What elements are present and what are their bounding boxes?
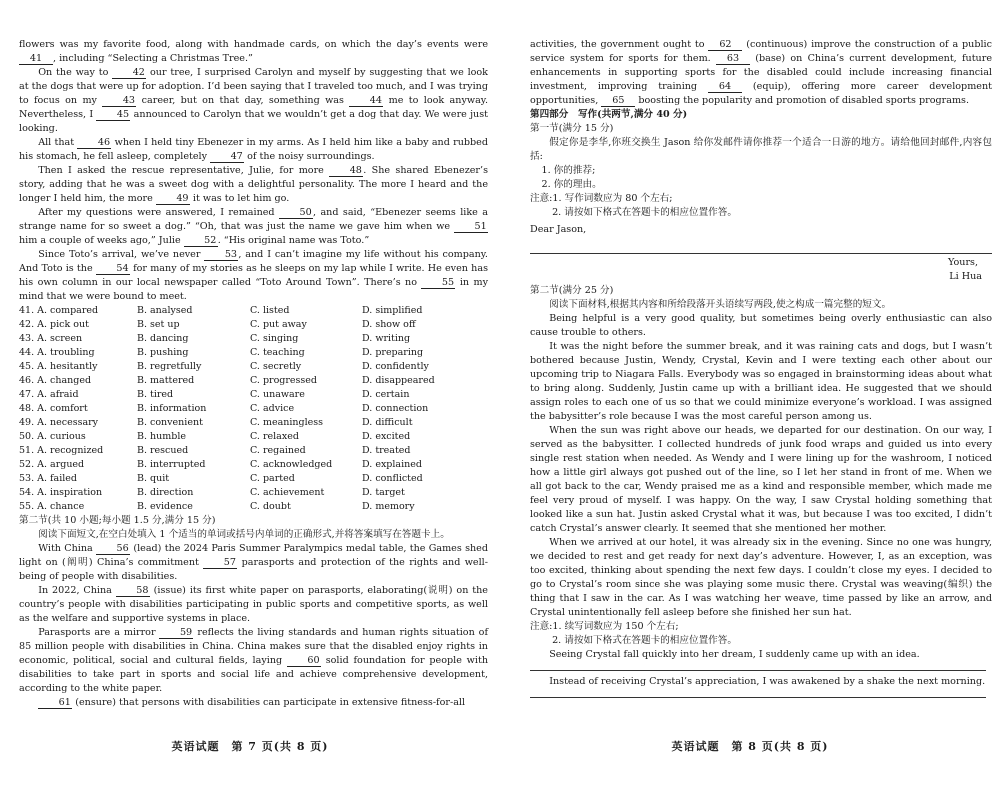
blank-number: 45	[96, 109, 130, 121]
option-cell: 50. A. curious	[19, 431, 86, 442]
option-cell: D. show off	[362, 319, 416, 330]
option-cell: 42. A. pick out	[19, 319, 89, 330]
passage-text: (ensure) that persons with disabilities can participate in extensive fitness-for-all	[72, 697, 466, 708]
s1-item: 2. 你的理由。	[541, 179, 602, 190]
option-cell: D. difficult	[362, 417, 413, 428]
s1-note: 注意:1. 写作词数应为 80 个左右;	[530, 193, 673, 204]
blank-number: 61	[38, 697, 72, 709]
passage-text: solid foundation for people with disabilities to take part in sports and social life and achieve comprehensive development, according to the white paper.	[19, 655, 488, 694]
option-cell: C. advice	[250, 403, 295, 414]
continuation-1: Seeing Crystal fall quickly into her dream, I suddenly came up with an idea.	[549, 649, 920, 660]
passage-text: for many of my stories as he sleeps on my lap while I write. He even has his own column in our local newspaper called “Toto Around Town”. There’s no	[19, 263, 488, 288]
option-cell: D. excited	[362, 431, 411, 442]
passage-paragraph	[19, 626, 488, 696]
passage-paragraph	[530, 38, 992, 108]
story-paragraph: When we arrived at our hotel, it was already six in the evening. Since no one was hungry, we decided to rest and get ready for next day’s adventure. However, I, as an exception, was too excited, thinking about spending the next few days. I couldn’t close my eyes. I decided to go to Crystal’s room since she was playing some music there. Crystal was weaving(编织) the thing that I saw in the car. As I was watching her weave, time passed by like an arrow, and Crystal unintentionally fell asleep before she finished her sun hat.	[530, 537, 992, 618]
passage-text: , including “Selecting a Christmas Tree.”	[53, 53, 253, 64]
option-cell: D. simplified	[362, 305, 423, 316]
s2-title: 第二节(满分 25 分)	[530, 285, 614, 296]
blank-number: 65	[601, 95, 635, 107]
passage-text: career, but on that day, something was	[136, 95, 350, 106]
option-cell: B. tired	[137, 389, 174, 400]
grammar-passage-continued	[530, 38, 992, 108]
passage-paragraph	[19, 136, 488, 164]
option-row	[19, 318, 488, 332]
passage-text: parasports and protection of the rights and well-being of people with disabilities.	[19, 557, 488, 582]
passage-text: Then I asked the rescue representative, Julie, for more	[38, 165, 330, 176]
option-cell: B. information	[137, 403, 207, 414]
option-cell: C. parted	[250, 473, 295, 484]
s2-note: 注意:1. 续写词数应为 150 个左右;	[530, 621, 679, 632]
blank-number: 43	[102, 95, 136, 107]
blank-number: 57	[203, 557, 237, 569]
answer-line	[530, 689, 986, 698]
greeting: Dear Jason,	[530, 224, 587, 235]
option-cell: B. convenient	[137, 417, 203, 428]
option-cell: D. certain	[362, 389, 410, 400]
passage-text: announced to Carolyn that we wouldn’t get a dog that day. We were just looking.	[19, 109, 489, 134]
passage-text: activities, the government ought to	[530, 39, 709, 50]
passage-text: All that	[38, 137, 78, 148]
passage-paragraph	[19, 584, 488, 626]
passage-text: . She shared Ebenezer’s story, adding that he was a sweet dog with a delightful personality. The more I heard and the longer I held him, the more	[19, 165, 488, 204]
option-row	[19, 402, 488, 416]
passage-text: in my mind that we were bound to meet.	[19, 277, 488, 302]
signature: Li Hua	[949, 271, 982, 282]
option-cell: B. regretfully	[137, 361, 202, 372]
option-cell: 48. A. comfort	[19, 403, 88, 414]
passage-text: In 2022, China	[38, 585, 116, 596]
blank-number: 53	[204, 249, 238, 261]
option-cell: C. meaningless	[250, 417, 324, 428]
passage-text: when I held tiny Ebenezer in my arms. As I held him like a baby and rubbed his stomach, he fell asleep, completely	[19, 137, 488, 162]
option-cell: B. analysed	[137, 305, 193, 316]
passage-text: him a couple of weeks ago,” Julie	[19, 235, 184, 246]
option-cell: D. treated	[362, 445, 411, 456]
passage-text: (lead) the 2024 Paris Summer Paralympics medal table, the Games shed light on (阐明) China’s commitment	[19, 543, 488, 568]
option-cell: 44. A. troubling	[19, 347, 95, 358]
option-cell: 41. A. compared	[19, 305, 99, 316]
option-cell: C. achievement	[250, 487, 325, 498]
option-cell: 54. A. inspiration	[19, 487, 103, 498]
option-cell: 46. A. changed	[19, 375, 92, 386]
answer-line	[530, 662, 986, 671]
option-cell: B. pushing	[137, 347, 189, 358]
s1-item: 1. 你的推荐;	[541, 165, 596, 176]
passage-text: (continuous) improve the construction of a public service system for sports for them.	[530, 39, 992, 64]
s2-instructions: 阅读下面材料,根据其内容和所给段落开头语续写两段,使之构成一篇完整的短文。	[549, 299, 892, 310]
option-row	[19, 360, 488, 374]
option-cell: B. direction	[137, 487, 194, 498]
option-cell: C. unaware	[250, 389, 305, 400]
blank-number: 47	[210, 151, 244, 163]
passage-text: it was to let him go.	[189, 193, 290, 204]
blank-number: 56	[96, 543, 130, 555]
blank-number: 51	[454, 221, 488, 233]
page-footer-left: 英语试题 第 7 页(共 8 页)	[171, 740, 329, 753]
option-row	[19, 472, 488, 486]
blank-number: 58	[116, 585, 150, 597]
passage-text: (equip), offering more career development opportunities,	[530, 81, 993, 106]
blank-number: 59	[159, 627, 193, 639]
passage-text: boosting the popularity and promotion of disabled sports programs.	[635, 95, 970, 106]
option-row	[19, 430, 488, 444]
passage-text: With China	[38, 543, 97, 554]
cloze-options-table	[19, 304, 488, 514]
story-paragraph: It was the night before the summer break, and it was raining cats and dogs, but I wasn’t bothered because Justin, Wendy, Crystal, Kevin and I were texting each other about our upcoming trip to Niagara Falls. Everybody was so engaged in brainstorming ideas about what to bring along. Suddenly, Justin came up with a brilliant idea. He suggested that we should assign roles to each one of us so that we could minimize everyone’s workload. I was assigned the babysitter’s role because I was the most careful person among us.	[530, 341, 992, 422]
grammar-passage	[19, 542, 488, 710]
passage-paragraph	[19, 164, 488, 206]
blank-number: 64	[708, 81, 742, 93]
option-cell: D. disappeared	[362, 375, 435, 386]
option-row	[19, 346, 488, 360]
option-cell: C. singing	[250, 333, 299, 344]
blank-number: 42	[112, 67, 146, 79]
option-row	[19, 500, 488, 514]
passage-paragraph	[19, 66, 488, 136]
option-row	[19, 486, 488, 500]
option-cell: C. teaching	[250, 347, 305, 358]
story-paragraph: When the sun was right above our heads, we departed for our destination. On our way, I served as the babysitter. I collected hundreds of junk food wraps and guided us into every single rest station when needed. As Wendy and I were lining up for the washroom, I noticed how a little girl always got pushed out of the line, so I let her stand in front of me. When we all got back to the car, Wendy praised me as a kind and responsible member, which made me feel very proud of myself. I was happy. On the way, I saw Crystal holding something that looked like a sun hat. Justin asked Crystal what it was, but because I was too excited, I didn’t catch Crystal’s answer clearly. It seemed that she mentioned her mother.	[530, 425, 992, 534]
passage-text: of the noisy surroundings.	[244, 151, 375, 162]
closing: Yours,	[947, 257, 978, 268]
continuation-2: Instead of receiving Crystal’s appreciation, I was awakened by a shake the next morning.	[549, 676, 986, 687]
section2-instructions: 阅读下面短文,在空白处填入 1 个适当的单词或括号内单词的正确形式,并将答案填写在答题卡上。	[38, 529, 450, 540]
blank-number: 44	[349, 95, 383, 107]
option-cell: 51. A. recognized	[19, 445, 104, 456]
passage-text: , and I can’t imagine my life without his company. And Toto is the	[19, 249, 488, 274]
option-row	[19, 388, 488, 402]
option-cell: B. mattered	[137, 375, 195, 386]
blank-number: 63	[716, 53, 750, 65]
option-cell: 55. A. chance	[19, 501, 85, 512]
passage-text: , and said, “Ebenezer seems like a strange name for so sweet a dog.” “Oh, that was just the name we gave him when we	[19, 207, 488, 232]
option-cell: C. listed	[250, 305, 290, 316]
passage-text: flowers was my favorite food, along with handmade cards, on which the day’s events were	[19, 39, 488, 50]
page-8	[500, 0, 1000, 800]
blank-number: 46	[77, 137, 111, 149]
option-row	[19, 416, 488, 430]
passage-text: (issue) its first white paper on parasports, elaborating(说明) on the country’s people with disabilities participating in public sports and competitive sports, as well as the welfare and supportive systems in place.	[19, 585, 488, 624]
blank-number: 50	[279, 207, 313, 219]
s1-note: 2. 请按如下格式在答题卡的相应位置作答。	[552, 207, 737, 218]
passage-text: reflects the living standards and human rights situation of 85 million people with disabilities in China. China makes sure that the disabled enjoy rights in economic, political, social and cultural fields, laying	[19, 627, 488, 666]
s1-prompt: 假定你是李华,你班交换生 Jason 给你发邮件请你推荐一个适合一日游的地方。请给他回封邮件,内容包括:	[530, 137, 992, 162]
passage-text: After my questions were answered, I remained	[38, 207, 279, 218]
option-cell: D. preparing	[362, 347, 424, 358]
option-cell: B. humble	[137, 431, 187, 442]
option-cell: B. quit	[137, 473, 170, 484]
story-paragraph: Being helpful is a very good quality, but sometimes being overly enthusiastic can also cause trouble to others.	[530, 313, 992, 338]
part4-title: 第四部分 写作(共两节,满分 40 分)	[530, 109, 688, 120]
passage-text: our tree, I surprised Carolyn and myself by suggesting that we look at the dogs that were up for adoption. I’d been saying that I traveled too much, and I was trying to focus on my	[19, 67, 489, 106]
option-cell: 47. A. afraid	[19, 389, 79, 400]
option-cell: C. regained	[250, 445, 306, 456]
option-cell: C. put away	[250, 319, 307, 330]
blank-number: 54	[96, 263, 130, 275]
passage-text: Parasports are a mirror	[38, 627, 160, 638]
passage-text: me to look anyway. Nevertheless, I	[19, 95, 489, 120]
blank-number: 48	[329, 165, 363, 177]
option-cell: D. target	[362, 487, 405, 498]
option-row	[19, 332, 488, 346]
s2-note: 2. 请按如下格式在答题卡的相应位置作答。	[552, 635, 737, 646]
option-cell: D. writing	[362, 333, 411, 344]
option-cell: B. dancing	[137, 333, 189, 344]
option-cell: B. interrupted	[137, 459, 206, 470]
passage-paragraph	[19, 542, 488, 584]
option-cell: D. explained	[362, 459, 422, 470]
option-row	[19, 444, 488, 458]
passage-paragraph	[19, 696, 488, 710]
option-cell: D. memory	[362, 501, 415, 512]
passage-paragraph	[19, 38, 488, 66]
blank-number: 52	[184, 235, 218, 247]
blank-number: 49	[156, 193, 190, 205]
passage-text: (base) on China’s current development, future enhancements in supporting sports for the disabled could include increasing financial investment, improving training	[530, 53, 992, 92]
option-cell: D. confidently	[362, 361, 429, 372]
option-cell: C. relaxed	[250, 431, 299, 442]
option-cell: 49. A. necessary	[19, 417, 99, 428]
option-cell: D. conflicted	[362, 473, 423, 484]
blank-number: 62	[708, 39, 742, 51]
option-cell: 45. A. hesitantly	[19, 361, 98, 372]
blank-number: 55	[421, 277, 455, 289]
passage-text: On the way to	[38, 67, 113, 78]
answer-line	[530, 243, 992, 254]
option-row	[19, 458, 488, 472]
passage-text: . “His original name was Toto.”	[217, 235, 370, 246]
s1-title: 第一节(满分 15 分)	[530, 123, 614, 134]
option-cell: B. set up	[137, 319, 180, 330]
passage-paragraph	[19, 206, 488, 248]
option-cell: C. progressed	[250, 375, 318, 386]
section2-title: 第二节(共 10 小题;每小题 1.5 分,满分 15 分)	[19, 515, 216, 526]
option-cell: C. doubt	[250, 501, 291, 512]
option-cell: C. secretly	[250, 361, 302, 372]
cloze-passage	[19, 38, 488, 304]
story-passage	[530, 312, 992, 620]
option-cell: B. evidence	[137, 501, 193, 512]
option-cell: C. acknowledged	[250, 459, 333, 470]
option-cell: D. connection	[362, 403, 429, 414]
option-cell: B. rescued	[137, 445, 189, 456]
passage-text: Since Toto’s arrival, we’ve never	[38, 249, 205, 260]
option-cell: 52. A. argued	[19, 459, 85, 470]
blank-number: 41	[19, 53, 53, 65]
page-footer-right: 英语试题 第 8 页(共 8 页)	[671, 740, 829, 753]
option-cell: 43. A. screen	[19, 333, 83, 344]
option-row	[19, 304, 488, 318]
blank-number: 60	[287, 655, 321, 667]
option-row	[19, 374, 488, 388]
passage-paragraph	[19, 248, 488, 304]
option-cell: 53. A. failed	[19, 473, 77, 484]
